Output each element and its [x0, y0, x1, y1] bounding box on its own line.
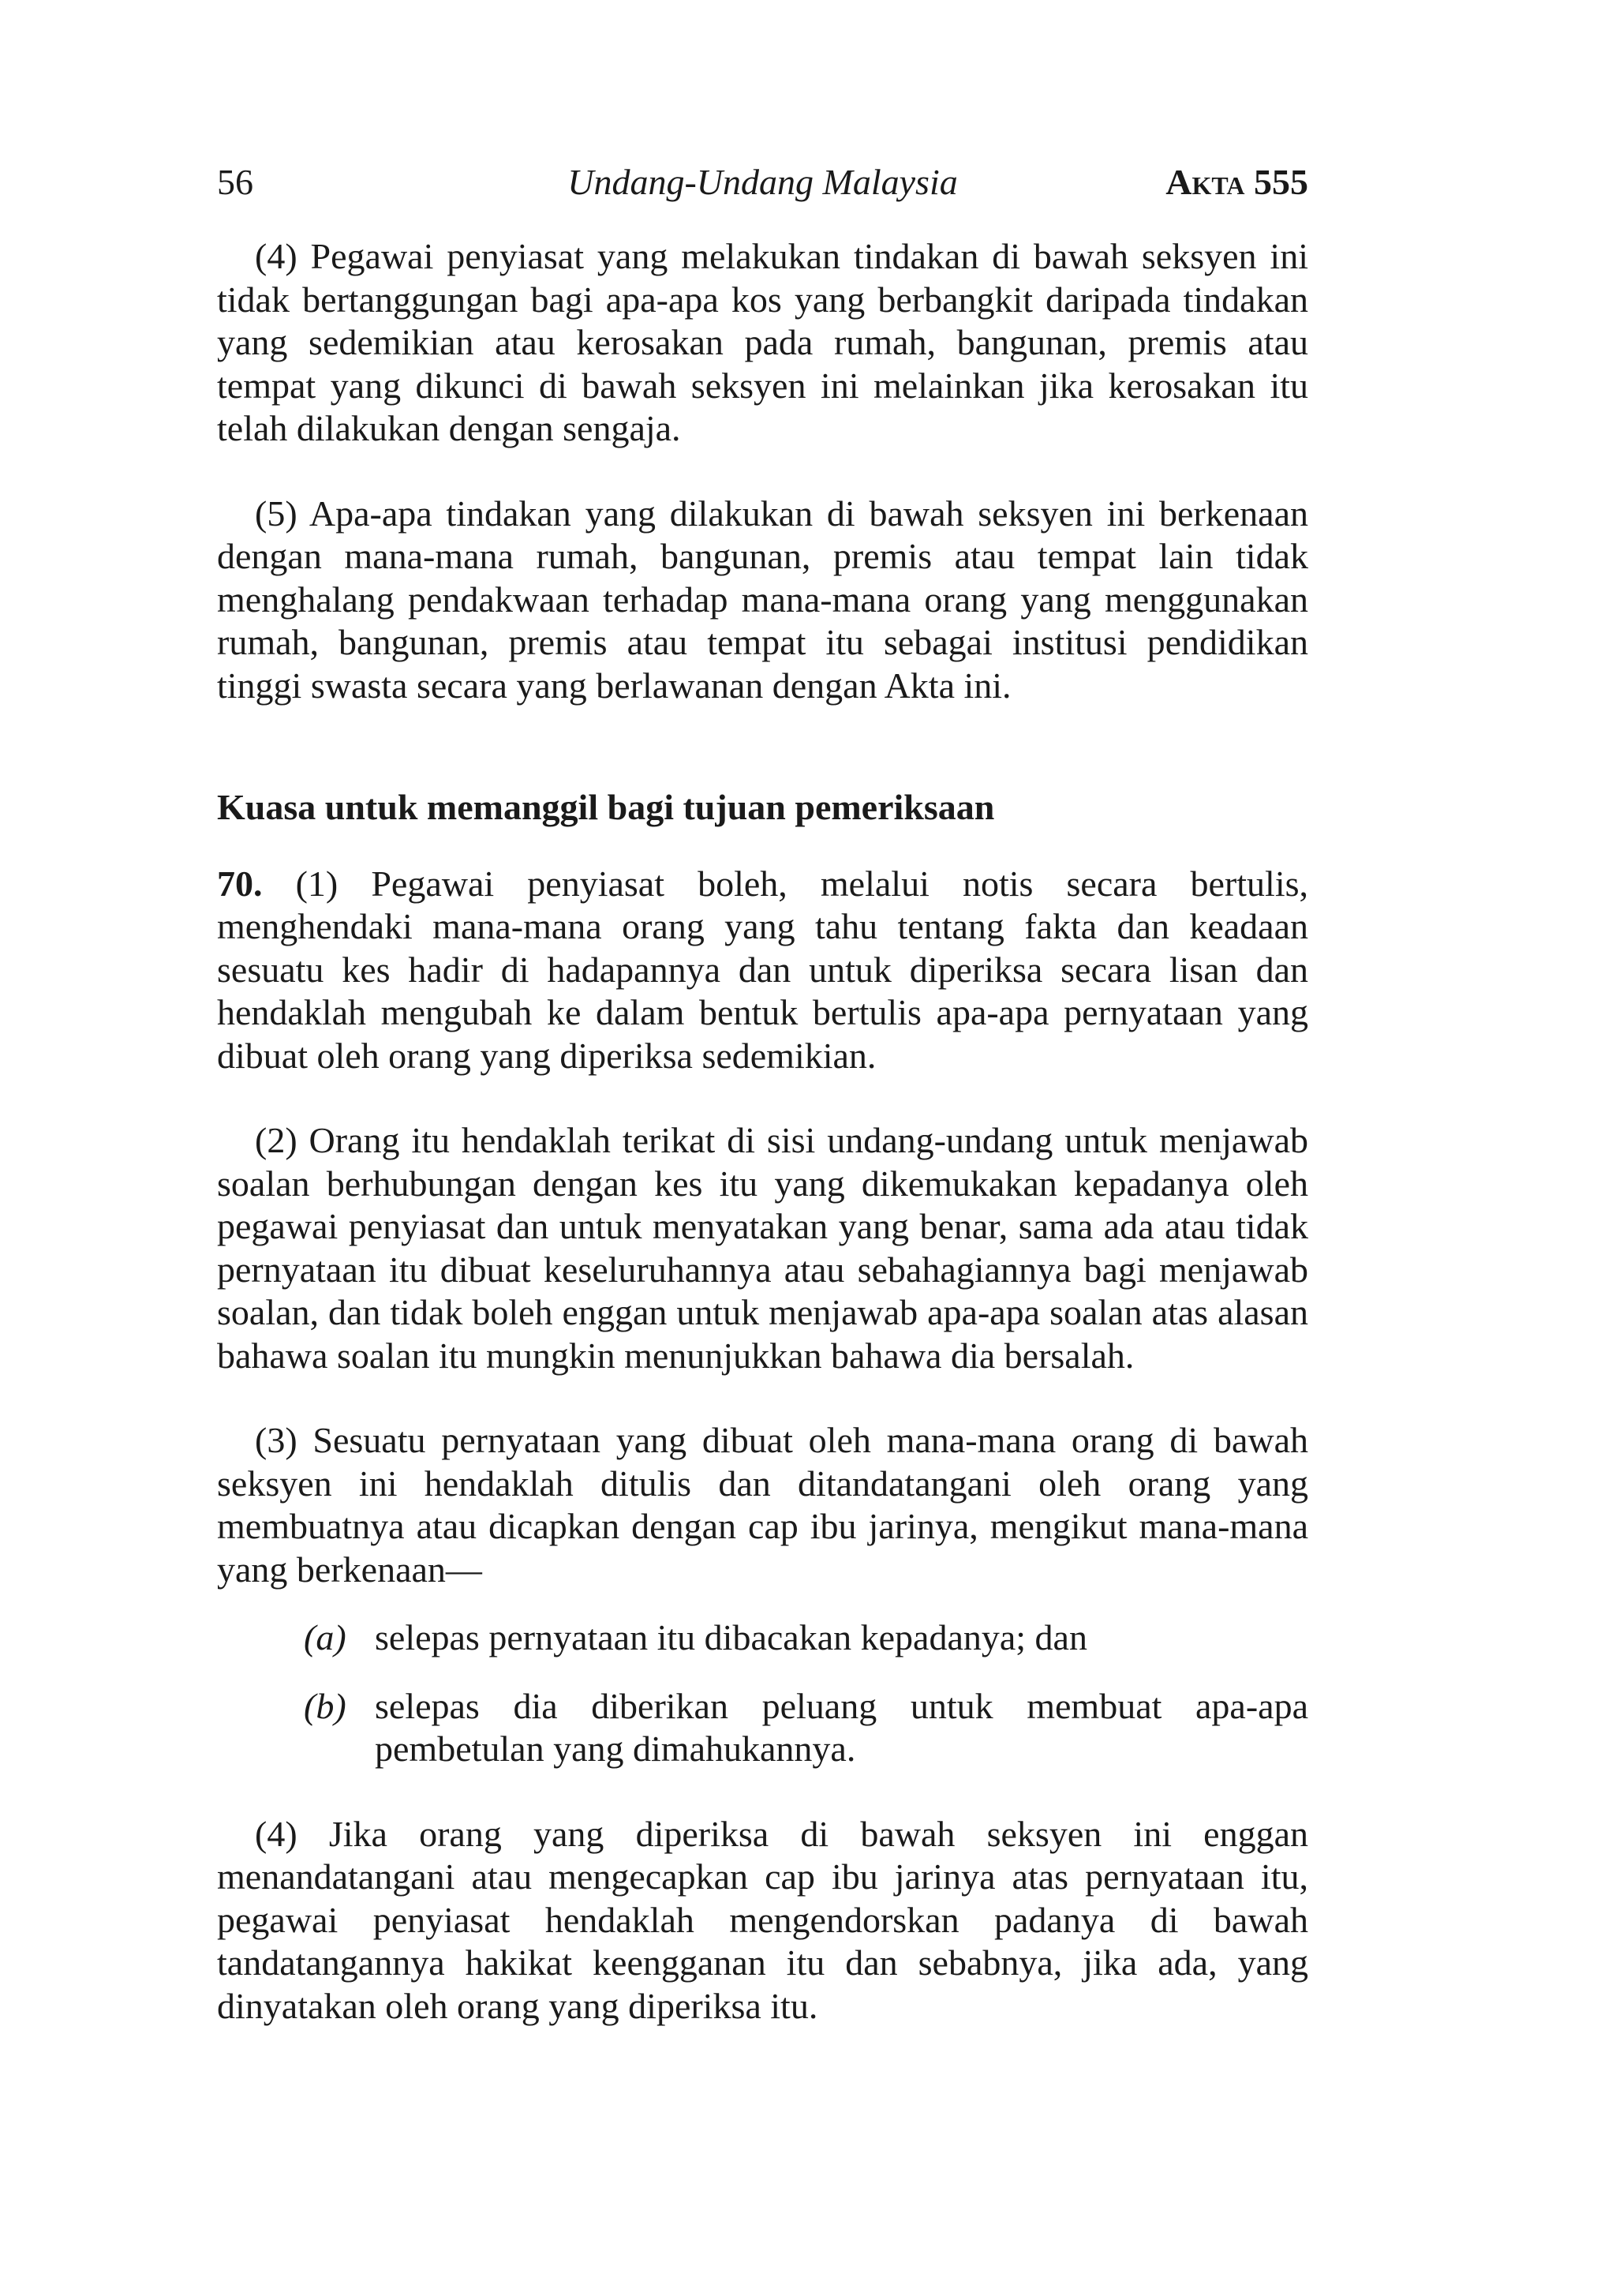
act-label: Akta 555	[1165, 162, 1308, 202]
running-title: Undang-Undang Malaysia	[567, 162, 958, 202]
list-item-a-text: selepas pernyataan itu dibacakan kepadanya; dan	[375, 1617, 1087, 1657]
list-item-a	[217, 1616, 1308, 1660]
list-item-b-text: selepas dia diberikan peluang untuk membuat apa-apa pembetulan yang dimahukannya.	[375, 1685, 1308, 1769]
section-70-subsection-2: (2) Orang itu hendaklah terikat di sisi undang-undang untuk menjawab soalan berhubungan dengan kes itu yang dikemukakan kepadanya oleh pegawai penyiasat dan untuk menyatakan yang benar, sama ada atau tidak pernyataan itu dibuat keseluruhannya atau sebahagiannya bagi menjawab soalan, dan tidak boleh enggan untuk menjawab apa-apa soalan atas alasan bahawa soalan itu mungkin menunjukkan bahawa dia bersalah.	[217, 1120, 1308, 1376]
page-header	[217, 155, 1308, 210]
list-item-b-label: (b)	[304, 1685, 346, 1726]
section-70-number: 70.	[217, 863, 263, 904]
subsection-4-previous: (4) Pegawai penyiasat yang melakukan tindakan di bawah seksyen ini tidak bertanggungan bagi apa-apa kos yang berbangkit daripada tindakan yang sedemikian atau kerosakan pada rumah, bangunan, premis atau tempat yang dikunci di bawah seksyen ini melainkan jika kerosakan itu telah dilakukan dengan sengaja.	[217, 236, 1308, 448]
list-item-a-label: (a)	[304, 1617, 346, 1657]
list-item-b	[217, 1685, 1308, 1771]
section-70-subsection-1-text: (1) Pegawai penyiasat boleh, melalui notis secara bertulis, menghendaki mana-mana orang yang tahu tentang fakta dan keadaan sesuatu kes hadir di hadapannya dan untuk diperiksa secara lisan dan hendaklah mengubah ke dalam bentuk bertulis apa-apa pernyataan yang dibuat oleh orang yang diperiksa sedemikian.	[217, 863, 1308, 1076]
subsection-5-previous: (5) Apa-apa tindakan yang dilakukan di bawah seksyen ini berkenaan dengan mana-mana rumah, bangunan, premis atau tempat lain tidak menghalang pendakwaan terhadap mana-mana orang yang menggunakan rumah, bangunan, premis atau tempat itu sebagai institusi pendidikan tinggi swasta secara yang berlawanan dengan Akta ini.	[217, 493, 1308, 706]
section-70-subsection-1	[217, 863, 1308, 1078]
page-number: 56	[217, 162, 253, 202]
section-70-subsection-3: (3) Sesuatu pernyataan yang dibuat oleh mana-mana orang di bawah seksyen ini hendaklah ditulis dan ditandatangani oleh orang yang membuatnya atau dicapkan dengan cap ibu jarinya, mengikut mana-mana yang berkenaan—	[217, 1420, 1308, 1590]
section-70-heading: Kuasa untuk memanggil bagi tujuan pemeriksaan	[217, 787, 995, 827]
section-70-subsection-4: (4) Jika orang yang diperiksa di bawah seksyen ini enggan menandatangani atau mengecapkan cap ibu jarinya atas pernyataan itu, pegawai penyiasat hendaklah mengendorskan padanya di bawah tandatangannya hakikat keengganan itu dan sebabnya, jika ada, yang dinyatakan oleh orang yang diperiksa itu.	[217, 1813, 1308, 2026]
body-text	[217, 235, 1308, 2028]
